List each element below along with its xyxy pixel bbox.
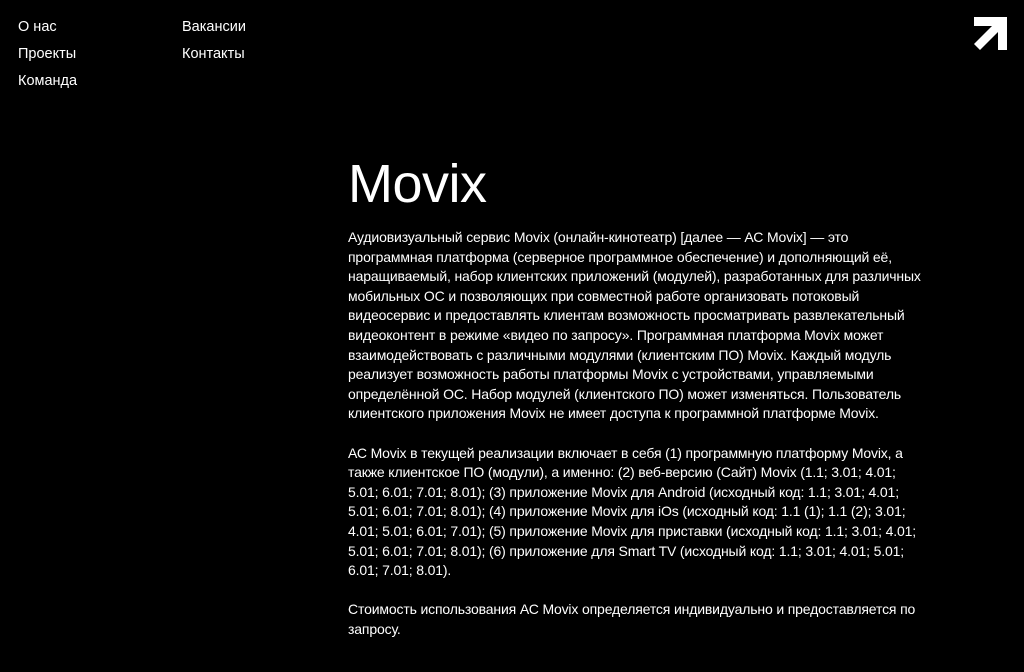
nav-column-left (18, 14, 77, 95)
nav-link-vacancies[interactable]: Вакансии (182, 19, 246, 35)
pricing-paragraph: Стоимость использования АС Movix определяется индивидуально и предоставляется по запросу. (348, 601, 916, 637)
arrow-up-right-icon (974, 17, 1007, 50)
nav-link-team[interactable]: Команда (18, 73, 78, 89)
nav-link-contacts[interactable]: Контакты (182, 46, 245, 62)
description-paragraph: Аудиовизуальный сервис Movix (онлайн-кинотеатр) [далее — АС Movix] — это программная платформа (серверное программное обеспечение) и дополняющий её, наращиваемый, набор клиентских приложений (модулей), разработанных для различных мобильных ОС и позволяющих при совместной работе организовать потоковый видеосервис и предоставлять клиентам возможность просматривать развлекательный видеоконтент в режиме «видео по запросу». Программная платформа Movix может взаимодействовать с различными модулями (клиентским ПО) Movix. Каждый модуль реализует возможность работы платформы Movix с устройствами, управляемыми определённой ОС. Набор модулей (клиентского ПО) может изменяться. Пользователь клиентского приложения Movix не имеет доступа к программной платформе Movix. (348, 229, 921, 422)
nav-link-projects[interactable]: Проекты (18, 46, 77, 62)
main-content (348, 153, 924, 639)
components-paragraph: АС Movix в текущей реализации включает в себя (1) программную платформу Movix, а также клиентское ПО (модули), а именно: (2) веб-версию (Сайт) Movix (1.1; 3.01; 4.01; 5.01; 6.01; 7.01; 8.01); (3) приложение Movix для Android (исходный код: 1.1; 3.01; 4.01; 5.01; 6.01; 7.01; 8.01); (4) приложение Movix для iOs (исходный код: 1.1 (1); 1.1 (2); 3.01; 4.01; 5.01; 6.01; 7.01); (5) приложение Movix для приставки (исходный код: 1.1; 3.01; 4.01; 5.01; 6.01; 7.01; 8.01); (6) приложение для Smart TV (исходный код: 1.1; 3.01; 4.01; 5.01; 6.01; 7.01; 8.01). (348, 444, 916, 579)
page-title: Movix (348, 154, 487, 214)
nav-column-right (182, 14, 246, 68)
logo-link[interactable] (974, 17, 1007, 50)
nav-link-about[interactable]: О нас (18, 19, 57, 35)
